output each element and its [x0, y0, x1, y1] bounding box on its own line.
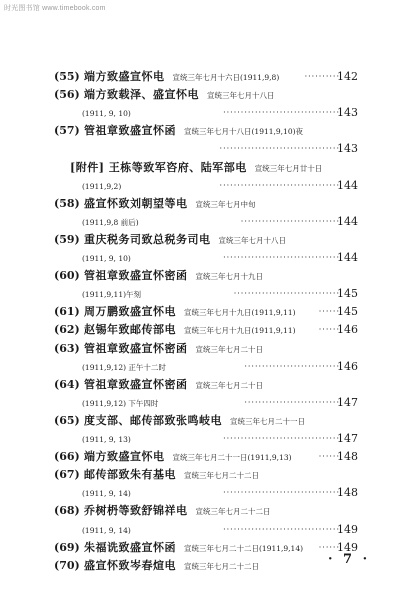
leader-dots: ·································: [223, 488, 340, 498]
entry-number: (58): [54, 196, 80, 210]
leader-dots: ····························: [240, 216, 340, 226]
entry-number: (70): [54, 558, 80, 572]
entry-page: 147: [337, 395, 358, 409]
entry-number: (69): [54, 540, 80, 554]
entry-page: 146: [337, 359, 358, 373]
entry-date: (1911,9,12) 下午四时: [82, 398, 159, 408]
entry-date: 宣统三年七月二十二日: [195, 507, 271, 517]
entry-date: (1911, 9, 10): [82, 109, 131, 119]
entry-date: 宣统三年七月廿十日: [254, 163, 323, 173]
leader-dots: ······: [318, 452, 340, 462]
toc-entry: [54, 213, 358, 231]
toc-entry: [54, 68, 358, 86]
entry-title: 管祖章致盛宣怀密函: [84, 377, 188, 391]
entry-page: 144: [337, 214, 358, 228]
entry-title: [附件] 王栋等致军咨府、陆军部电: [70, 160, 247, 174]
toc-entry: [54, 539, 358, 557]
leader-dots: ··································: [219, 144, 340, 154]
toc-entry: [54, 448, 358, 466]
entry-date: 宣统三年七月十六日(1911,9,8): [172, 73, 280, 82]
entry-date: 宣统三年七月二十一日(1911,9,13): [172, 453, 292, 463]
toc-entry: [54, 502, 358, 520]
toc-entry: [54, 521, 358, 539]
entry-date: (1911,9,12) 正午十二时: [82, 362, 166, 372]
entry-number: (67): [54, 468, 80, 482]
toc-entry: [54, 358, 358, 376]
toc-entry: [70, 159, 358, 177]
leader-dots: ·································: [223, 108, 340, 118]
toc-entry: [54, 303, 358, 321]
leader-dots: ·································: [223, 524, 340, 534]
leader-dots: ······: [318, 307, 340, 317]
entry-number: (63): [54, 341, 80, 355]
entry-title: 管祖章致盛宣怀密函: [84, 269, 188, 283]
toc-entry: [54, 231, 358, 249]
toc-entry: [54, 557, 358, 575]
entry-number: (65): [54, 413, 80, 427]
entry-number: (57): [54, 124, 80, 138]
entry-date: 宣统三年七月二十二日: [184, 561, 259, 571]
toc-entry: [54, 340, 358, 358]
toc-entry: [54, 104, 358, 122]
entry-title: 朱福诜致盛宣怀函: [84, 540, 176, 554]
entry-date: (1911,9,2): [82, 181, 122, 191]
entry-title: 盛宣怀致岑春煊电: [84, 558, 176, 572]
entry-date: 宣统三年七月十八日: [218, 235, 286, 245]
toc-entry: [54, 140, 358, 158]
entry-title: 盛宣怀致刘朝望等电: [84, 196, 188, 210]
toc-entry: [54, 267, 358, 285]
toc-entry: [54, 484, 358, 502]
entry-title: 管祖章致盛宣怀密函: [84, 341, 188, 355]
entry-date: 宣统三年七月十九日(1911,9,11): [184, 326, 296, 336]
entry-page: 145: [337, 305, 358, 319]
entry-page: 143: [337, 106, 358, 120]
toc-entry: [54, 376, 358, 394]
entry-page: 146: [337, 323, 358, 337]
entry-date: 宣统三年七月二十二日: [184, 471, 259, 481]
entry-page: 145: [337, 287, 358, 301]
entry-title: 端方致盛宣怀电: [84, 70, 165, 83]
entry-date: 宣统三年七月二十日: [195, 344, 263, 354]
leader-dots: ·································: [223, 253, 340, 262]
page-number: · 7 ·: [328, 552, 371, 567]
entry-page: 143: [337, 142, 358, 156]
entry-date: 宣统三年七月二十二日(1911,9,14): [184, 543, 304, 553]
leader-dots: ·································: [223, 434, 340, 443]
entry-date: 宣统三年七月十八日: [207, 91, 275, 101]
entry-number: (55): [54, 70, 80, 83]
entry-number: (59): [54, 232, 80, 246]
entry-title: 周万鹏致盛宣怀电: [84, 305, 176, 319]
toc-entry: [54, 249, 358, 267]
entry-date: 宣统三年七月十九日(1911,9,11): [184, 308, 296, 318]
toc-entry: [54, 195, 358, 213]
entry-page: 147: [337, 432, 358, 445]
entry-number: (56): [54, 88, 80, 102]
entry-number: (62): [54, 323, 80, 337]
toc-entry: [54, 394, 358, 412]
entry-date: 宣统三年七月十九日: [195, 272, 263, 282]
entry-page: 144: [337, 178, 358, 192]
leader-dots: ······: [318, 542, 340, 552]
leader-dots: ······························: [233, 289, 340, 299]
toc-entry: [54, 122, 358, 140]
entry-page: 149: [337, 522, 358, 536]
entry-date: (1911, 9, 14): [82, 525, 131, 535]
toc-entry: [54, 285, 358, 303]
entry-date: 宣统三年七月十八日(1911,9,10)夜: [184, 127, 304, 137]
toc-entry: [54, 86, 358, 104]
toc-entry: [54, 321, 358, 339]
entry-number: (68): [54, 504, 80, 518]
entry-number: (66): [54, 450, 80, 464]
entry-title: 端方致盛宣怀电: [84, 450, 165, 464]
entry-page: 148: [337, 486, 358, 500]
entry-title: 度支部、邮传部致张鸣岐电: [84, 413, 222, 427]
entry-date: (1911,9,11)午刻: [82, 290, 142, 300]
entry-title: 乔树枬等致舒锦祥电: [84, 504, 188, 518]
toc-entry: [54, 466, 358, 484]
entry-number: (64): [54, 377, 80, 391]
entry-title: 重庆税务司致总税务司电: [84, 232, 211, 246]
entry-date: 宣统三年七月二十一日: [230, 416, 305, 426]
entry-number: (61): [54, 305, 80, 319]
entry-page: 144: [337, 251, 358, 264]
entry-title: 端方致载泽、盛宣怀电: [84, 88, 199, 102]
toc-entry: [54, 177, 358, 195]
entry-date: (1911, 9, 14): [82, 489, 131, 499]
leader-dots: ···························: [244, 361, 340, 371]
entry-page: 142: [337, 70, 358, 83]
leader-dots: ······: [318, 325, 340, 335]
entry-page: 148: [337, 450, 358, 464]
entry-date: (1911, 9, 13): [82, 435, 131, 444]
entry-page: 149: [337, 540, 358, 554]
entry-number: (60): [54, 269, 80, 283]
watermark: 时光图书馆 www.timebook.com: [4, 5, 106, 12]
entry-date: (1911, 9, 10): [82, 254, 131, 263]
entry-date: (1911,9,8 前后): [82, 217, 139, 227]
entry-title: 赵锡年致邮传部电: [84, 323, 176, 337]
leader-dots: ···························: [244, 397, 340, 407]
leader-dots: ··········: [304, 72, 340, 81]
toc-entry: [54, 430, 358, 448]
leader-dots: ··································: [219, 180, 340, 190]
entry-date: 宣统三年七月二十日: [195, 380, 263, 390]
entry-title: 管祖章致盛宣怀函: [84, 124, 176, 138]
toc-entry: [54, 412, 358, 430]
entry-date: 宣统三年七月中旬: [195, 199, 256, 209]
entry-title: 邮传部致朱有基电: [84, 468, 176, 482]
